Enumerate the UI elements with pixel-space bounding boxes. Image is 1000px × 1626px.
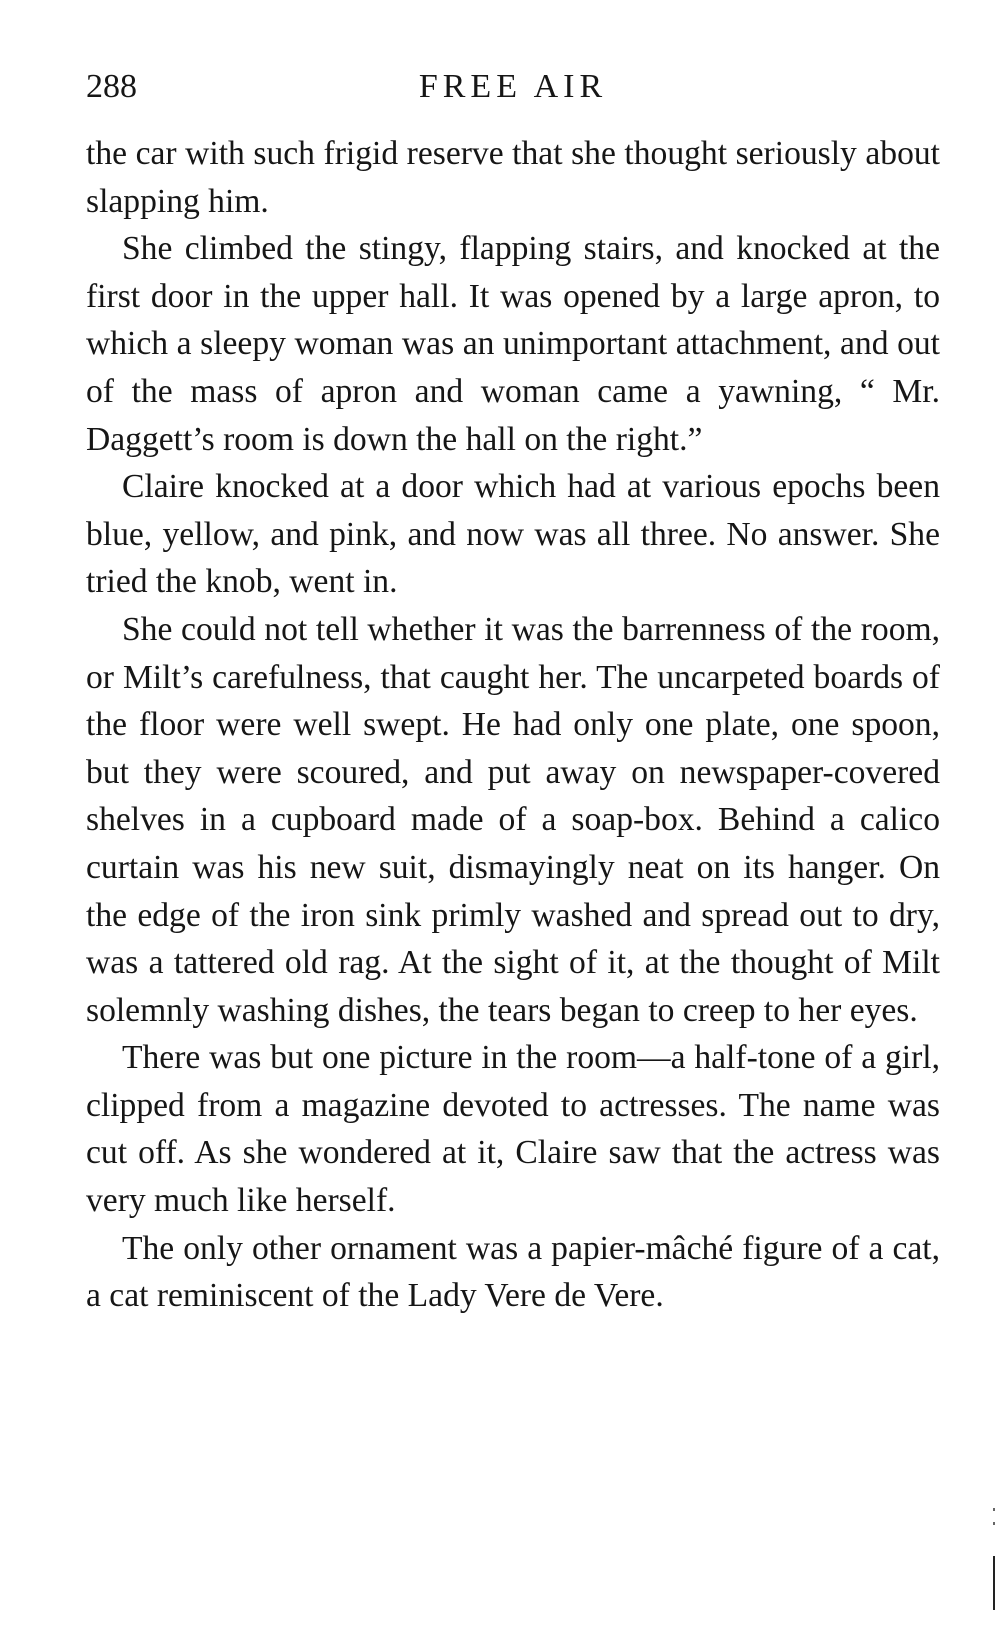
running-title: FREE AIR — [418, 68, 608, 105]
scan-edge-line — [993, 1556, 995, 1610]
page-number: 288 — [86, 68, 137, 105]
paragraph: She could not tell whether it was the barrenness of the room, or Milt’s carefulness, that caught her. The uncarpeted boards of the floor were well swept. He had only one plate, one spoon, but they were scoured, and put away on newspaper-covered shelves in a cupboard made of a soap-box. Behind a calico curtain was his new suit, dismayingly neat on its hanger. On the edge of the iron sink primly washed and spread out to dry, was a tattered old rag. At the sight of it, at the thought of Milt solemnly washing dishes, the tears began to creep to her eyes. — [86, 610, 940, 1029]
running-head — [86, 68, 940, 112]
paragraph: the car with such frigid reserve that she thought seriously about slapping him. — [86, 135, 940, 220]
scan-edge-mark — [993, 1522, 995, 1525]
paragraph: She climbed the stingy, flapping stairs, and knocked at the first door in the upper hall. It was opened by a large apron, to which a sleepy woman was an unimportant attachment, and out of the mass of apron and woman came a yawning, “ Mr. Daggett’s room is down the hall on the right.” — [86, 230, 940, 458]
paragraph: Claire knocked at a door which had at various epochs been blue, yellow, and pink, and now was all three. No answer. She tried the knob, went in. — [86, 468, 940, 601]
paragraph: There was but one picture in the room—a half-tone of a girl, clipped from a magazine devoted to actresses. The name was cut off. As she wondered at it, Claire saw that the actress was very much like herself. — [86, 1039, 940, 1220]
body-text — [86, 130, 940, 1320]
scan-edge-mark — [993, 1508, 995, 1511]
paragraph: The only other ornament was a papier-mâché figure of a cat, a cat reminiscent of the Lady Vere de Vere. — [86, 1229, 940, 1315]
